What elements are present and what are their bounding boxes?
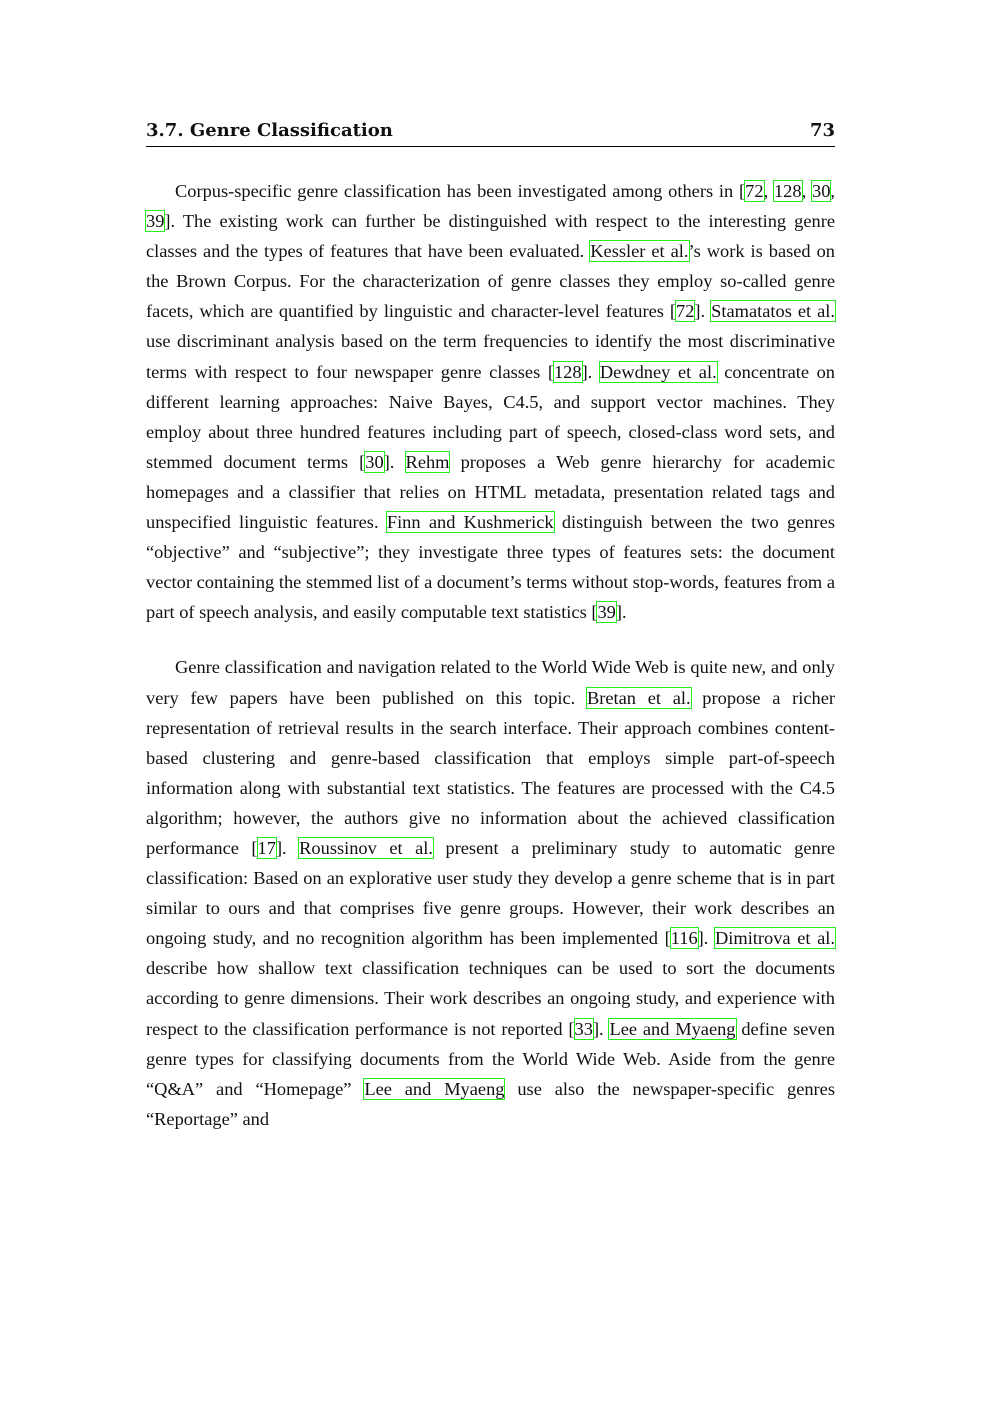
citation-link[interactable]: 72 <box>745 181 764 201</box>
text-run: ]. <box>275 837 300 858</box>
citation-link[interactable]: 39 <box>597 602 616 623</box>
author-citation-link[interactable]: Kessler et al. <box>590 241 689 262</box>
text-run: describe how shallow text classification techniques can be used to sort the documents according to genre dimensions. Their work describes an ongoing study, and experience with respect to the classification performance is not reported [ <box>146 958 835 1039</box>
text-run: concentrate on different learning approaches: Naive Bayes, C4.5, and support vector machines. They employ about three hundred features including part of speech, closed-class word sets, and stemmed document terms [ <box>146 361 835 472</box>
author-citation-link[interactable]: Dimitrova et al. <box>715 928 835 949</box>
citation-link[interactable]: 116 <box>670 928 698 949</box>
text-run: Corpus-specific genre classification has been investigated among others in <box>175 181 740 201</box>
text-run: ]. <box>581 361 600 382</box>
citation-link[interactable]: 30 <box>812 181 831 201</box>
text-run: ]. <box>615 602 627 623</box>
citation-link[interactable]: 72 <box>676 301 695 322</box>
author-citation-link[interactable]: Bretan et al. <box>586 687 691 708</box>
author-citation-link[interactable]: Roussinov et al. <box>299 837 433 858</box>
citation-link[interactable]: 128 <box>553 361 582 382</box>
author-citation-link[interactable]: Lee and Myaeng <box>609 1018 736 1039</box>
text-run: ]. <box>694 301 712 322</box>
text-run: ]. <box>697 928 715 949</box>
text-run: , <box>801 181 812 201</box>
author-citation-link[interactable]: Finn and Kushmerick <box>386 512 554 533</box>
text-run: propose a richer representation of retrieval results in the search interface. Their approach combines content-based clustering and genre-based classification that employs simple part-of-speech information along with substantial text statistics. The features are processed with the C4.5 algorithm; however, the authors give no information about the achieved classification performance [ <box>146 687 836 858</box>
paragraph <box>146 652 835 1134</box>
text-run: ’s work is based on the Brown Corpus. For the characterization of genre classes they employ so-called genre facets, which are quantified by linguistic and character-level features [ <box>146 241 835 322</box>
text-run: ]. <box>592 1018 610 1039</box>
text-run: ]. The existing work can further be distinguished with respect to the interesting genre classes and the types of features that have been evaluated. <box>146 211 835 262</box>
text-run: [ <box>739 181 746 201</box>
section-title: 3.7. Genre Classification <box>146 120 393 141</box>
text-run: use also the newspaper-specific genres “Reportage” and <box>146 1078 835 1129</box>
text-run: define seven genre types for classifying documents from the World Wide Web. Aside from the genre “Q&A” and “Homepage” <box>146 1018 835 1099</box>
text-run: ]. <box>383 451 406 472</box>
text-run: present a preliminary study to automatic genre classification: Based on an explorative user study they develop a genre scheme that is in part similar to ours and that comprises five genre groups. However, their work describes an ongoing study, and no recognition algorithm has been implemented [ <box>146 837 835 949</box>
citation-link[interactable]: 39 <box>146 211 165 232</box>
author-citation-link[interactable]: Dewdney et al. <box>599 361 717 382</box>
text-run: , <box>763 181 774 201</box>
citation-link[interactable]: 33 <box>574 1018 593 1039</box>
text-run: distinguish between the two genres “objective” and “subjective”; they investigate three types of features sets: the document vector containing the stemmed list of a document’s terms without stop-words, features from a part of speech analysis, and easily computable text statistics [ <box>146 512 835 623</box>
text-run: proposes a Web genre hierarchy for academic homepages and a classifier that relies on HTML metadata, presentation related tags and unspecified linguistic features. <box>146 451 835 533</box>
citation-link[interactable]: 128 <box>773 181 802 201</box>
paragraph <box>146 176 835 627</box>
text-run: Genre classification and navigation related to the World Wide Web is quite new, and only very few papers have been published on this topic. <box>146 657 835 708</box>
author-citation-link[interactable]: Stamatatos et al. <box>711 301 836 322</box>
text-run: , <box>830 181 835 201</box>
body-text <box>146 176 835 1134</box>
author-citation-link[interactable]: Lee and Myaeng <box>364 1078 505 1099</box>
author-citation-link[interactable]: Rehm <box>405 451 450 472</box>
citation-link[interactable]: 17 <box>257 837 276 858</box>
citation-link[interactable]: 30 <box>365 451 384 472</box>
text-run: use discriminant analysis based on the term frequencies to identify the most discriminative terms with respect to four newspaper genre classes [ <box>146 331 835 382</box>
running-header <box>146 118 835 147</box>
page-number: 73 <box>809 120 835 141</box>
